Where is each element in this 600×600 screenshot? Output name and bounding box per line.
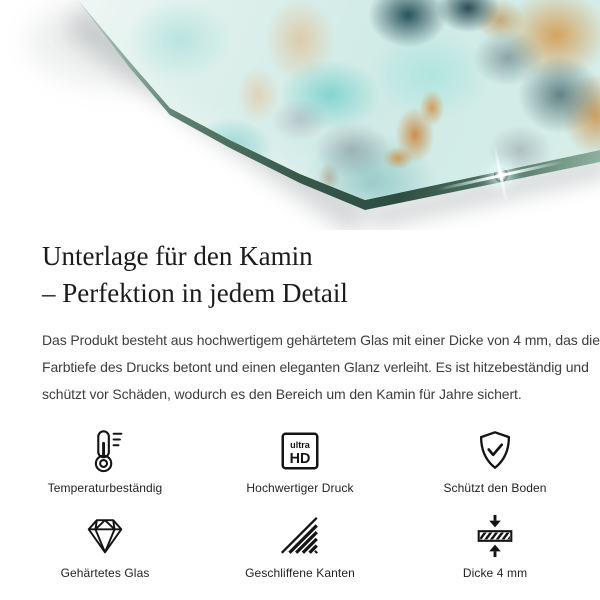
feature-label: Temperaturbeständig <box>47 481 163 495</box>
feature-print-quality <box>215 428 385 495</box>
description-line: schützt vor Schäden, wodurch es den Bereich um den Kamin für Jahre sichert. <box>42 386 522 402</box>
description-line: Farbtiefe des Drucks betont und einen eleganten Glanz verleiht. Es ist hitzebeständig und <box>42 359 589 375</box>
thickness-icon <box>472 513 518 559</box>
description-line: Das Produkt besteht aus hochwertigem gehärtetem Glas mit einer Dicke von 4 mm, das die <box>42 332 600 348</box>
diamond-icon <box>82 513 128 559</box>
feature-polished-edges <box>215 513 385 580</box>
ultra-hd-text-top: ultra <box>290 440 310 451</box>
feature-thickness <box>410 513 580 580</box>
product-description <box>42 327 600 408</box>
feature-label: Gehärtetes Glas <box>60 566 150 580</box>
page-title <box>42 238 600 312</box>
shield-check-icon <box>472 428 518 474</box>
feature-label: Hochwertiger Druck <box>246 481 354 495</box>
thermometer-icon <box>82 428 128 474</box>
feature-label: Geschliffene Kanten <box>245 566 355 580</box>
page-title-line2: – Perfektion in jedem Detail <box>42 278 348 308</box>
feature-label: Dicke 4 mm <box>462 566 528 580</box>
sparkle-core <box>494 168 508 182</box>
product-image <box>0 0 600 230</box>
feature-floor-protection <box>410 428 580 495</box>
feature-label: Schützt den Boden <box>443 481 547 495</box>
page-title-line1: Unterlage für den Kamin <box>42 241 313 271</box>
polished-edges-icon <box>277 513 323 559</box>
feature-grid <box>20 428 580 598</box>
ultra-hd-icon <box>277 428 323 474</box>
feature-temperature <box>20 428 190 495</box>
feature-tempered-glass <box>20 513 190 580</box>
ultra-hd-text-bottom: HD <box>289 450 311 467</box>
